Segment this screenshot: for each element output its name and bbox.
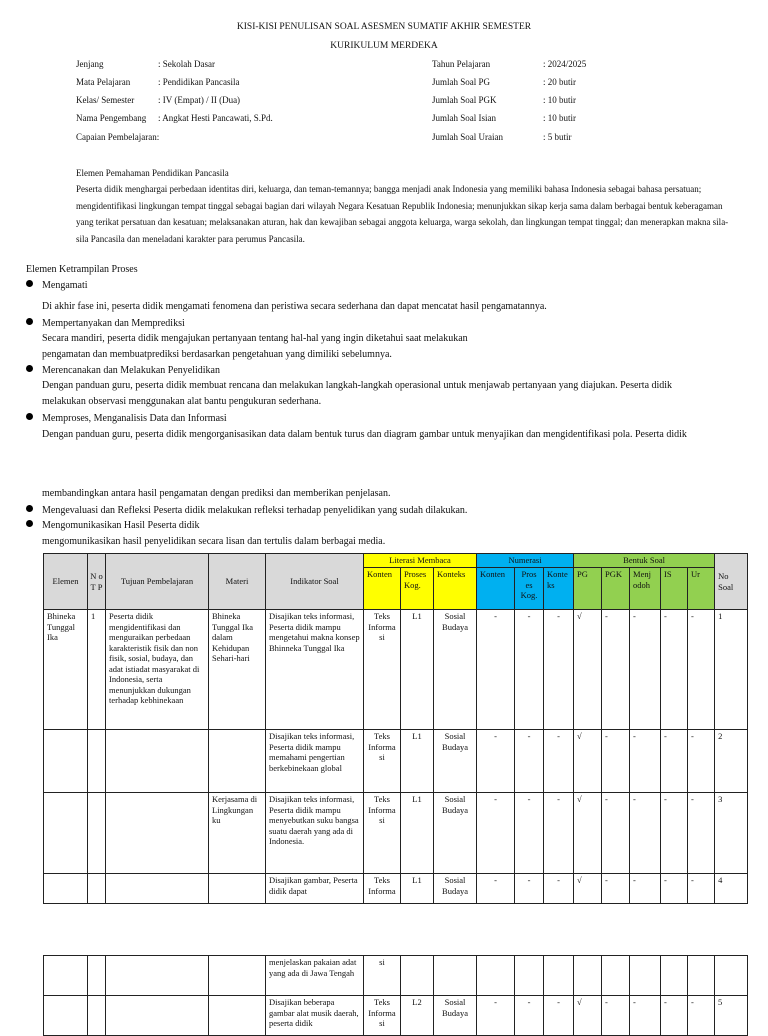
bullet-icon — [26, 280, 33, 287]
header-literasi: Literasi Membaca — [364, 554, 477, 568]
bullet-text: Dengan panduan guru, peserta didik membuat rencana dan melakukan langkah-langkah operasional untuk menjawab pertanyaan yang diajukan. Peserta didik — [42, 380, 673, 391]
cell-lit-proses: L1 — [401, 610, 434, 730]
cell-indikator: Disajikan beberapa gambar alat musik daerah, peserta didik — [266, 996, 364, 1036]
cell-pgk: - — [602, 996, 630, 1036]
paragraph-line: yang terikat persatuan dan kesatuan; melaksanakan aturan, hak dan kewajiban sebagai anggota keluarga, warga sekolah, dan lingkungan tempat tinggal; dan menerapkan makna sila- — [76, 217, 729, 227]
cell-notp — [88, 996, 106, 1036]
cell-is: - — [661, 793, 688, 874]
cell-ur: - — [688, 610, 715, 730]
cell-indikator: Disajikan teks informasi, Peserta didik mampu mengetahui makna konsep Bhinneka Tunggal Ika — [266, 610, 364, 730]
cell-ur: - — [688, 793, 715, 874]
cell-materi: Kerjasama di Lingkungan ku — [209, 793, 266, 874]
table-row — [44, 730, 748, 793]
cell-lit-proses: L1 — [401, 730, 434, 793]
cell-num-proses: - — [515, 610, 544, 730]
cell-lit-proses: L1 — [401, 874, 434, 904]
header-no-soal: No Soal — [715, 554, 748, 610]
bullet-label: Mengevaluasi dan Refleksi Peserta didik melakukan refleksi terhadap penyelidikan yang sudah dilakukan. — [42, 505, 468, 516]
cell-notp — [88, 956, 106, 996]
cell-num-proses: - — [515, 996, 544, 1036]
cell-num-konten: - — [477, 793, 515, 874]
bullet-text: membandingkan antara hasil pengamatan dengan prediksi dan memberikan penjelasan. — [42, 488, 391, 499]
section-heading: Elemen Pemahaman Pendidikan Pancasila — [76, 168, 229, 178]
meta-label: Mata Pelajaran — [76, 77, 131, 87]
kisi-kisi-table — [43, 553, 748, 904]
cell-pgk: - — [602, 610, 630, 730]
cell-menjodoh: - — [630, 730, 661, 793]
document-subtitle: KURIKULUM MERDEKA — [330, 41, 438, 51]
cell-pgk — [602, 956, 630, 996]
cell-lit-konten: Teks Informa — [364, 874, 401, 904]
meta-label: Tahun Pelajaran — [432, 59, 491, 69]
cell-notp — [88, 730, 106, 793]
header-num-konten: Konten — [477, 568, 515, 610]
cell-materi: Bhineka Tunggal Ika dalam Kehidupan Sehari-hari — [209, 610, 266, 730]
cell-elemen: Bhineka Tunggal Ika — [44, 610, 88, 730]
cell-num-konten: - — [477, 874, 515, 904]
cell-is: - — [661, 730, 688, 793]
bullet-label: Memproses, Menganalisis Data dan Informasi — [42, 413, 227, 424]
bullet-item — [26, 504, 467, 517]
cell-ur: - — [688, 874, 715, 904]
paragraph-line: sila Pancasila dan meneladani karakter para perumus Pancasila. — [76, 233, 305, 244]
cell-pg: √ — [574, 610, 602, 730]
cell-ur — [688, 956, 715, 996]
paragraph-capaian — [76, 181, 741, 247]
cell-tujuan — [106, 874, 209, 904]
meta-value: : 10 butir — [543, 113, 576, 123]
cell-num-konteks: - — [544, 610, 574, 730]
cell-menjodoh: - — [630, 793, 661, 874]
cell-pgk: - — [602, 874, 630, 904]
table-row — [44, 956, 748, 996]
bullet-icon — [26, 318, 33, 325]
header-elemen: Elemen — [44, 554, 88, 610]
cell-materi — [209, 996, 266, 1036]
cell-pgk: - — [602, 730, 630, 793]
bullet-label: Mempertanyakan dan Memprediksi — [42, 318, 185, 329]
header-bentuk-soal: Bentuk Soal — [574, 554, 715, 568]
bullet-item — [26, 317, 185, 330]
cell-ur: - — [688, 730, 715, 793]
cell-elemen — [44, 793, 88, 874]
bullet-item — [26, 279, 88, 292]
cell-pg: √ — [574, 730, 602, 793]
meta-value: : 20 butir — [543, 77, 576, 87]
cell-notp — [88, 874, 106, 904]
bullet-text: melakukan observasi menggunakan alat bantu pengukuran sederhana. — [42, 396, 322, 407]
cell-lit-konten: Teks Informa si — [364, 610, 401, 730]
cell-no-soal: 1 — [715, 610, 748, 730]
cell-no-soal: 5 — [715, 996, 748, 1036]
bullet-label: Mengamati — [42, 280, 88, 291]
header-is: IS — [661, 568, 688, 610]
cell-pg: √ — [574, 793, 602, 874]
cell-no-soal: 4 — [715, 874, 748, 904]
cell-is: - — [661, 610, 688, 730]
cell-menjodoh — [630, 956, 661, 996]
cell-materi — [209, 956, 266, 996]
cell-indikator: Disajikan gambar, Peserta didik dapat — [266, 874, 364, 904]
section-heading: Elemen Ketrampilan Proses — [26, 264, 138, 275]
header-num-proses: Pros es Kog. — [515, 568, 544, 610]
cell-num-konten: - — [477, 730, 515, 793]
cell-elemen — [44, 956, 88, 996]
cell-num-konteks: - — [544, 874, 574, 904]
meta-value: : 2024/2025 — [543, 59, 587, 69]
cell-num-konteks — [544, 956, 574, 996]
bullet-text: mengomunikasikan hasil penyelidikan secara lisan dan tertulis dalam berbagai media. — [42, 536, 386, 547]
bullet-icon — [26, 365, 33, 372]
meta-label: Capaian Pembelajaran: — [76, 132, 160, 142]
cell-menjodoh: - — [630, 874, 661, 904]
cell-is: - — [661, 996, 688, 1036]
bullet-text: Di akhir fase ini, peserta didik mengamati fenomena dan peristiwa secara sederhana dan dapat mencatat hasil pengamatannya. — [42, 301, 547, 312]
paragraph-line: Peserta didik menghargai perbedaan identitas diri, keluarga, dan teman-temannya; bangga menjadi anak Indonesia yang memiliki bahasa Indonesia sebagai bahasa persatuan; — [76, 184, 702, 194]
cell-elemen — [44, 730, 88, 793]
cell-num-konteks: - — [544, 730, 574, 793]
cell-num-proses: - — [515, 874, 544, 904]
header-ur: Ur — [688, 568, 715, 610]
cell-notp: 1 — [88, 610, 106, 730]
cell-num-konten: - — [477, 610, 515, 730]
cell-tujuan — [106, 956, 209, 996]
table-row — [44, 793, 748, 874]
cell-no-soal — [715, 956, 748, 996]
cell-num-konteks: - — [544, 996, 574, 1036]
cell-indikator: Disajikan teks informasi, Peserta didik mampu menyebutkan suku bangsa suatu daerah yang ada di Indonesia. — [266, 793, 364, 874]
cell-lit-proses: L2 — [401, 996, 434, 1036]
cell-tujuan: Peserta didik mengidentifikasi dan menguraikan perbedaan karakteristik fisik dan non fisik, sosial, budaya, dan adat istiadat masyarakat di Indonesia, serta menunjukkan dukungan terhadap kebhinekaan — [106, 610, 209, 730]
meta-label: Kelas/ Semester — [76, 95, 135, 105]
header-notp: N o T P — [88, 554, 106, 610]
cell-lit-konten: si — [364, 956, 401, 996]
meta-value: : 5 butir — [543, 132, 572, 142]
meta-value: : Pendidikan Pancasila — [158, 77, 240, 87]
meta-label: Jumlah Soal Isian — [432, 113, 496, 123]
table-row — [44, 996, 748, 1036]
bullet-text: pengamatan dan membuatprediksi berdasarkan pengetahuan yang dimiliki sebelumnya. — [42, 349, 392, 360]
cell-notp — [88, 793, 106, 874]
cell-num-konteks: - — [544, 793, 574, 874]
cell-lit-konten: Teks Informa si — [364, 996, 401, 1036]
cell-lit-konteks: Sosial Budaya — [434, 793, 477, 874]
bullet-label: Merencanakan dan Melakukan Penyelidikan — [42, 365, 220, 376]
cell-menjodoh: - — [630, 996, 661, 1036]
meta-label: Jenjang — [76, 59, 104, 69]
cell-lit-konten: Teks Informa si — [364, 730, 401, 793]
meta-value: : 10 butir — [543, 95, 576, 105]
cell-tujuan — [106, 793, 209, 874]
cell-num-konten — [477, 956, 515, 996]
cell-is: - — [661, 874, 688, 904]
header-lit-konten: Konten — [364, 568, 401, 610]
bullet-item — [26, 412, 227, 425]
bullet-text: Dengan panduan guru, peserta didik mengorganisasikan data dalam bentuk turus dan diagram gambar untuk menyajikan dan mengidentifikasi pola. Peserta didik — [42, 429, 687, 440]
header-lit-konteks: Konteks — [434, 568, 477, 610]
meta-label: Jumlah Soal Uraian — [432, 132, 503, 142]
cell-tujuan — [106, 996, 209, 1036]
cell-lit-konteks: Sosial Budaya — [434, 610, 477, 730]
cell-num-konten: - — [477, 996, 515, 1036]
header-materi: Materi — [209, 554, 266, 610]
cell-pg: √ — [574, 874, 602, 904]
header-tujuan: Tujuan Pembelajaran — [106, 554, 209, 610]
bullet-icon — [26, 520, 33, 527]
meta-value: : Angkat Hesti Pancawati, S.Pd. — [158, 113, 273, 123]
paragraph-line: mengidentifikasi lingkungan tempat tinggal sebagai bagian dari wilayah Negara Kesatuan Republik Indonesia; menunjukkan sikap kerja sama dalam berbagai bentuk keberagaman — [76, 200, 723, 211]
cell-lit-proses — [401, 956, 434, 996]
cell-pgk: - — [602, 793, 630, 874]
cell-lit-proses: L1 — [401, 793, 434, 874]
header-pg: PG — [574, 568, 602, 610]
cell-indikator: Disajikan teks informasi, Peserta didik mampu memahami pengertian berkebinekaan global — [266, 730, 364, 793]
header-pgk: PGK — [602, 568, 630, 610]
cell-num-proses: - — [515, 730, 544, 793]
meta-label: Nama Pengembang — [76, 113, 147, 123]
bullet-icon — [26, 413, 33, 420]
meta-label: Jumlah Soal PG — [432, 77, 491, 87]
cell-elemen — [44, 874, 88, 904]
cell-tujuan — [106, 730, 209, 793]
table-row — [44, 874, 748, 904]
cell-no-soal: 2 — [715, 730, 748, 793]
header-lit-proses: Proses Kog. — [401, 568, 434, 610]
bullet-item — [26, 364, 220, 377]
cell-pg — [574, 956, 602, 996]
cell-num-proses: - — [515, 793, 544, 874]
cell-ur: - — [688, 996, 715, 1036]
meta-value: : Sekolah Dasar — [158, 59, 215, 69]
header-num-konteks: Konte ks — [544, 568, 574, 610]
cell-lit-konteks — [434, 956, 477, 996]
bullet-label: Mengomunikasikan Hasil Peserta didik — [42, 520, 200, 531]
meta-value: : IV (Empat) / II (Dua) — [158, 95, 241, 105]
cell-lit-konteks: Sosial Budaya — [434, 874, 477, 904]
cell-lit-konteks: Sosial Budaya — [434, 730, 477, 793]
cell-materi — [209, 874, 266, 904]
bullet-icon — [26, 505, 33, 512]
cell-no-soal: 3 — [715, 793, 748, 874]
cell-elemen — [44, 996, 88, 1036]
header-numerasi: Numerasi — [477, 554, 574, 568]
cell-materi — [209, 730, 266, 793]
bullet-item — [26, 519, 199, 532]
cell-num-proses — [515, 956, 544, 996]
meta-label: Jumlah Soal PGK — [432, 95, 497, 105]
cell-lit-konten: Teks Informa si — [364, 793, 401, 874]
bullet-text: Secara mandiri, peserta didik mengajukan pertanyaan tentang hal-hal yang ingin diketahui saat melakukan — [42, 333, 468, 344]
cell-indikator: menjelaskan pakaian adat yang ada di Jawa Tengah — [266, 956, 364, 996]
cell-is — [661, 956, 688, 996]
table-row — [44, 610, 748, 730]
cell-lit-konteks: Sosial Budaya — [434, 996, 477, 1036]
header-menjodoh: Menj odoh — [630, 568, 661, 610]
cell-menjodoh: - — [630, 610, 661, 730]
cell-pg: √ — [574, 996, 602, 1036]
header-indikator: Indikator Soal — [266, 554, 364, 610]
document-title: KISI-KISI PENULISAN SOAL ASESMEN SUMATIF AKHIR SEMESTER — [236, 22, 532, 32]
